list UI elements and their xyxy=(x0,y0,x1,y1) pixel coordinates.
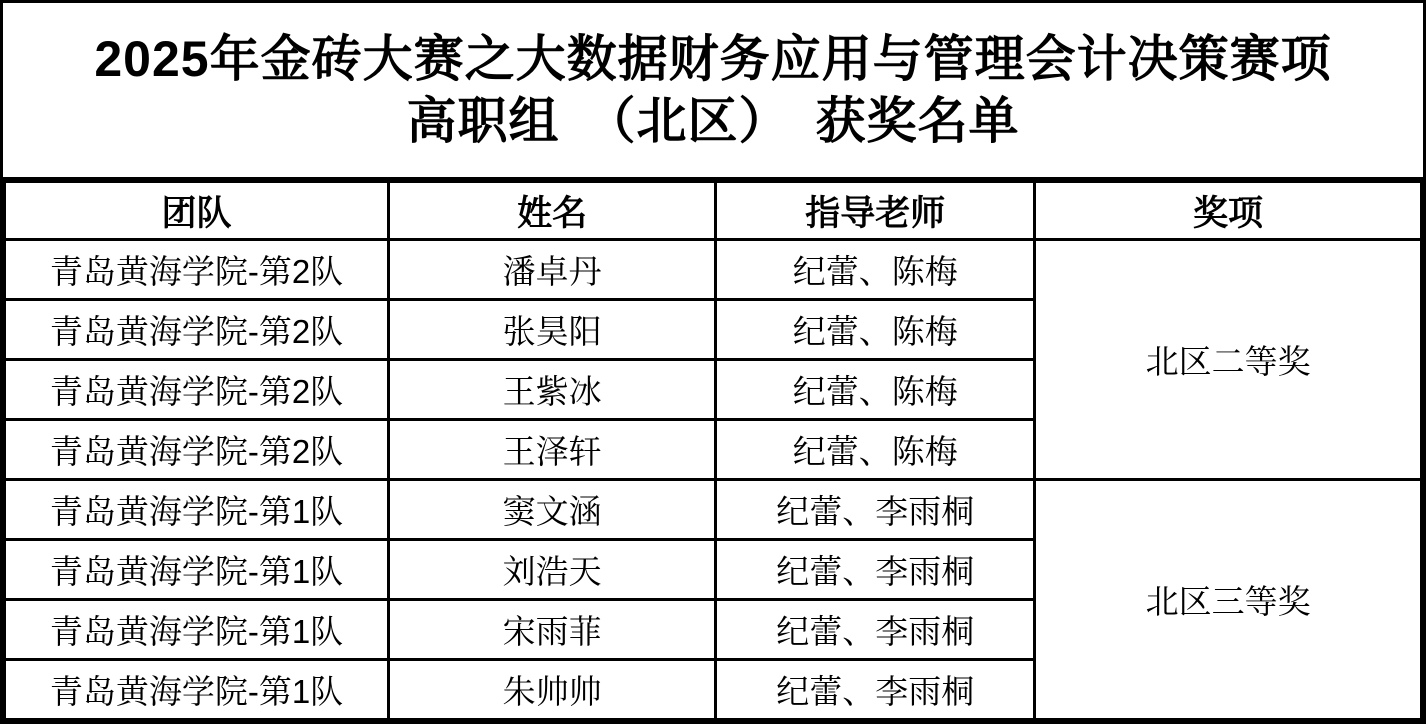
cell-team: 青岛黄海学院-第2队 xyxy=(5,420,389,480)
title-line-1: 2025年金砖大赛之大数据财务应用与管理会计决策赛项 xyxy=(94,31,1332,87)
cell-name: 张昊阳 xyxy=(389,300,716,360)
cell-team: 青岛黄海学院-第2队 xyxy=(5,300,389,360)
award-cell-second-prize: 北区二等奖 xyxy=(1035,240,1422,480)
table-header-row xyxy=(5,182,1422,240)
award-table xyxy=(3,180,1423,721)
award-cell-third-prize: 北区三等奖 xyxy=(1035,480,1422,720)
cell-teachers: 纪蕾、李雨桐 xyxy=(716,480,1035,540)
cell-team: 青岛黄海学院-第1队 xyxy=(5,600,389,660)
cell-teachers: 纪蕾、陈梅 xyxy=(716,240,1035,300)
cell-team: 青岛黄海学院-第1队 xyxy=(5,540,389,600)
table-row xyxy=(5,240,1422,300)
header-cell-team: 团队 xyxy=(5,182,389,240)
header-cell-award: 奖项 xyxy=(1035,182,1422,240)
cell-teachers: 纪蕾、陈梅 xyxy=(716,300,1035,360)
cell-name: 宋雨菲 xyxy=(389,600,716,660)
header-cell-teacher: 指导老师 xyxy=(716,182,1035,240)
cell-name: 朱帅帅 xyxy=(389,660,716,720)
cell-name: 刘浩天 xyxy=(389,540,716,600)
document-title xyxy=(3,3,1423,180)
cell-teachers: 纪蕾、李雨桐 xyxy=(716,540,1035,600)
header-cell-name: 姓名 xyxy=(389,182,716,240)
cell-team: 青岛黄海学院-第1队 xyxy=(5,660,389,720)
cell-teachers: 纪蕾、李雨桐 xyxy=(716,600,1035,660)
cell-team: 青岛黄海学院-第2队 xyxy=(5,240,389,300)
title-line-2: 高职组 （北区） 获奖名单 xyxy=(406,93,1020,149)
table-row xyxy=(5,480,1422,540)
cell-name: 潘卓丹 xyxy=(389,240,716,300)
cell-teachers: 纪蕾、陈梅 xyxy=(716,420,1035,480)
cell-team: 青岛黄海学院-第2队 xyxy=(5,360,389,420)
cell-name: 窦文涵 xyxy=(389,480,716,540)
cell-name: 王泽轩 xyxy=(389,420,716,480)
cell-teachers: 纪蕾、李雨桐 xyxy=(716,660,1035,720)
cell-name: 王紫冰 xyxy=(389,360,716,420)
cell-teachers: 纪蕾、陈梅 xyxy=(716,360,1035,420)
cell-team: 青岛黄海学院-第1队 xyxy=(5,480,389,540)
